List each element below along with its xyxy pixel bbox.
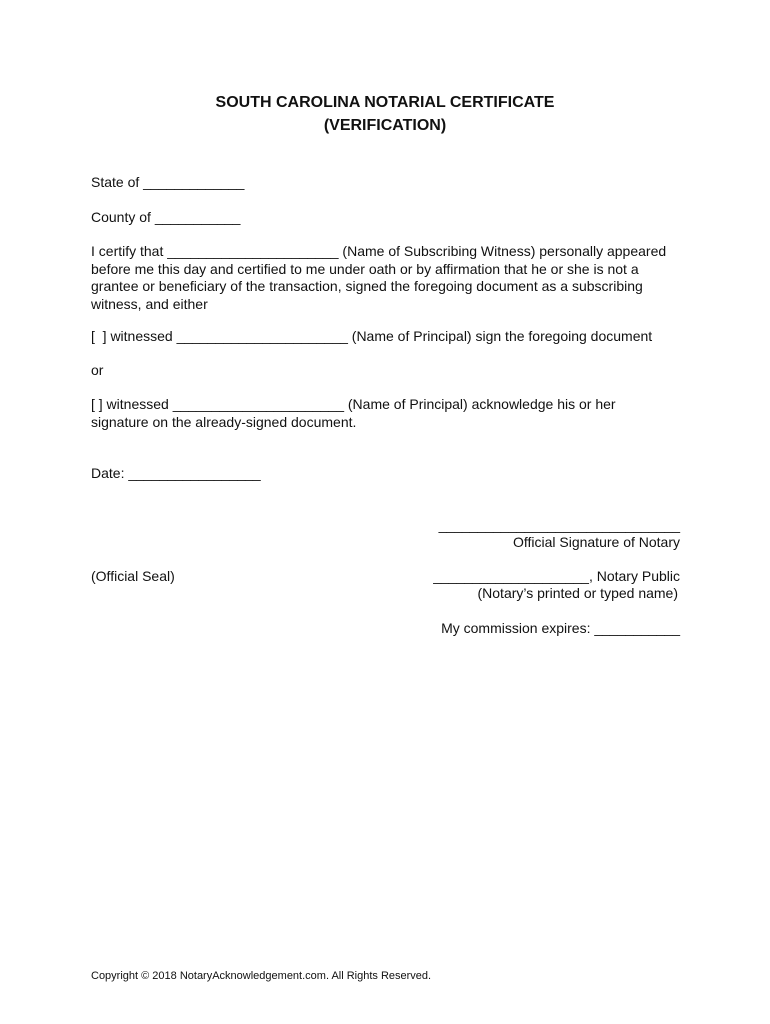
notary-signature-line: _______________________________ [438, 517, 680, 533]
certify-paragraph: I certify that ______________________ (Name of Subscribing Witness) personally appeared before me this day and certified to me under oath or by affirmation that he or she is not a grantee or beneficiary of the transaction, signed the foregoing document as a subscribing witness, and either [91, 243, 667, 312]
notary-public-line: ____________________, Notary Public [433, 568, 680, 584]
document-title: SOUTH CAROLINA NOTARIAL CERTIFICATE [215, 94, 555, 111]
notary-signature-caption: Official Signature of Notary [512, 534, 680, 550]
option-witnessed-sign: [ ] witnessed ______________________ (Name of Principal) sign the foregoing document [91, 328, 653, 344]
option-witnessed-acknowledge: [ ] witnessed ______________________ (Name of Principal) acknowledge his or her signature on the already-signed document. [91, 396, 616, 430]
copyright-footer: Copyright © 2018 NotaryAcknowledgement.com. All Rights Reserved. [91, 970, 432, 982]
county-line: County of ___________ [91, 209, 241, 225]
document-subtitle: (VERIFICATION) [323, 117, 447, 134]
state-line: State of _____________ [91, 174, 245, 190]
date-line: Date: _________________ [91, 465, 261, 481]
or-text: or [91, 362, 104, 378]
commission-expires-line: My commission expires: ___________ [441, 620, 680, 636]
notary-printed-name-caption: (Notary’s printed or typed name) [477, 585, 678, 601]
official-seal-label: (Official Seal) [91, 568, 175, 584]
